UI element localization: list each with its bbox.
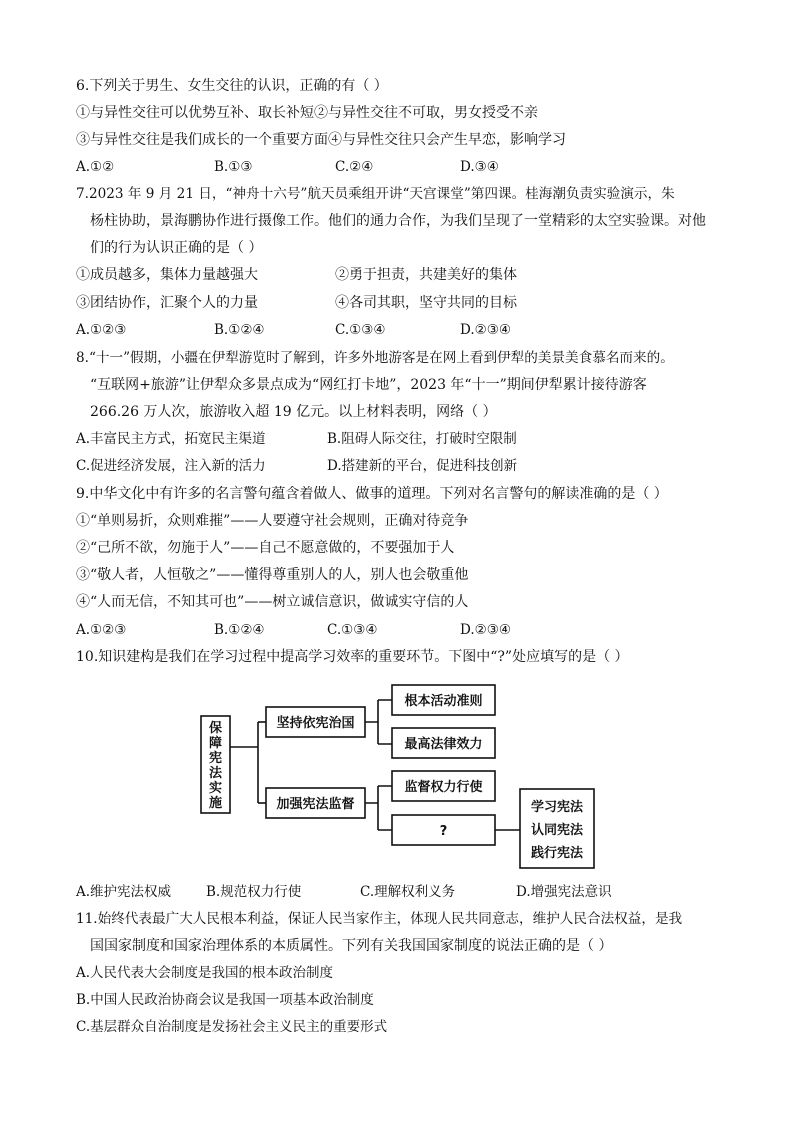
q9-option-b: B.①②④: [214, 622, 265, 638]
q10-knowledge-diagram: [196, 678, 616, 878]
q7-statement-3: ③团结协作，汇聚个人的力量: [76, 295, 258, 311]
q7-stem-2: 杨柱协助，景海鹏协作进行摄像工作。他们的通力合作，为我们呈现了一堂精彩的太空实验课。对他: [90, 213, 706, 229]
q8-stem-3: 266.26 万人次，旅游收入超 19 亿元。以上材料表明，网络（ ）: [90, 404, 497, 420]
q11-option-c: C.基层群众自治制度是发扬社会主义民主的重要形式: [76, 1019, 388, 1035]
q7-option-c: C.①③④: [335, 322, 386, 338]
q9-stem: 9.中华文化中有许多的名言警句蕴含着做人、做事的道理。下列对名言警句的解读准确的是（ ）: [76, 486, 668, 502]
q10-option-a: A.维护宪法权威: [76, 884, 172, 900]
q9-statement-3: ③“敬人者，人恒敬之”——懂得尊重别人的人，别人也会敬重他: [76, 567, 469, 583]
q7-option-d: D.②③④: [460, 322, 511, 338]
q11-stem-2: 国国家制度和国家治理体系的本质属性。下列有关我国国家制度的说法正确的是（ ）: [90, 938, 613, 954]
q11-stem-1: 11.始终代表最广大人民根本利益，保证人民当家作主，体现人民共同意志，维护人民合法权益，是我: [76, 911, 683, 927]
root-char-1: 保: [208, 721, 223, 736]
branch1-label: 坚持依宪治国: [276, 716, 355, 731]
q6-option-b: B.①③: [214, 159, 253, 175]
root-char-2: 障: [208, 736, 223, 751]
q9-option-a: A.①②③: [76, 622, 127, 638]
root-char-4: 法: [208, 766, 223, 781]
q10-option-b: B.规范权力行使: [206, 884, 302, 900]
q7-option-b: B.①②④: [214, 322, 265, 338]
root-char-3: 宪: [208, 751, 223, 766]
result-line-1: 学习宪法: [530, 800, 584, 815]
q8-option-d: D.搭建新的平台，促进科技创新: [327, 458, 518, 474]
q9-statement-2: ②“己所不欲，勿施于人”——自己不愿意做的，不要强加于人: [76, 540, 455, 556]
q10-option-c: C.理解权利义务: [360, 884, 456, 900]
result-line-2: 认同宪法: [530, 823, 584, 838]
q7-statement-1: ①成员越多，集体力量越强大: [76, 267, 258, 283]
q7-statement-4: ④各司其职，坚守共同的目标: [335, 295, 517, 311]
q8-option-b: B.阻碍人际交往，打破时空限制: [327, 431, 517, 447]
q7-stem-1: 7.2023 年 9 月 21 日，“神舟十六号”航天员乘组开讲“天宫课堂”第四课。桂海潮负责实验演示，朱: [76, 186, 675, 202]
q6-statements-2: ③与异性交往是我们成长的一个重要方面④与异性交往只会产生早恋，影响学习: [76, 132, 566, 148]
branch2-label: 加强宪法监督: [276, 797, 355, 812]
q10-option-d: D.增强宪法意识: [516, 884, 612, 900]
q7-option-a: A.①②③: [76, 322, 127, 338]
result-line-3: 践行宪法: [530, 846, 584, 861]
q9-statement-1: ①“单则易折，众则难摧”——人要遵守社会规则，正确对待竞争: [76, 513, 469, 529]
q6-option-c: C.②④: [335, 159, 374, 175]
q6-stem: 6.下列关于男生、女生交往的认识，正确的有（ ）: [76, 78, 388, 94]
q8-stem-2: “互联网+旅游”让伊犁众多景点成为“网红打卡地”，2023 年“十一”期间伊犁累计接待游客: [90, 377, 647, 393]
leaf2a-label: 监督权力行使: [404, 780, 483, 795]
q10-stem: 10.知识建构是我们在学习过程中提高学习效率的重要环节。下图中“?”处应填写的是（ ）: [76, 649, 629, 665]
root-char-6: 施: [208, 796, 223, 811]
q11-option-a: A.人民代表大会制度是我国的根本政治制度: [76, 965, 334, 981]
q7-statement-2: ②勇于担责，共建美好的集体: [335, 267, 517, 283]
leaf1a-label: 根本活动准则: [404, 694, 483, 709]
q8-option-a: A.丰富民主方式，拓宽民主渠道: [76, 431, 266, 447]
q6-statements-1: ①与异性交往可以优势互补、取长补短②与异性交往不可取，男女授受不亲: [76, 105, 538, 121]
q9-option-d: D.②③④: [460, 622, 511, 638]
q11-option-b: B.中国人民政治协商会议是我国一项基本政治制度: [76, 992, 374, 1008]
q9-option-c: C.①③④: [327, 622, 378, 638]
leaf1b-label: 最高法律效力: [404, 737, 483, 752]
q8-option-c: C.促进经济发展，注入新的活力: [76, 458, 266, 474]
q8-stem-1: 8.“十一”假期，小疆在伊犁游览时了解到，许多外地游客是在网上看到伊犁的美景美食慕名而来的。: [76, 350, 674, 366]
leaf2b-placeholder: ?: [439, 824, 448, 839]
q6-option-d: D.③④: [460, 159, 499, 175]
q9-statement-4: ④“人而无信，不知其可也”——树立诚信意识，做诚实守信的人: [76, 594, 469, 610]
q7-stem-3: 们的行为认识正确的是（ ）: [90, 240, 263, 256]
root-char-5: 实: [208, 781, 223, 796]
q6-option-a: A.①②: [76, 159, 115, 175]
connector-branch1-leaves: [365, 700, 392, 744]
connector-branch2-leaves: [365, 786, 392, 830]
